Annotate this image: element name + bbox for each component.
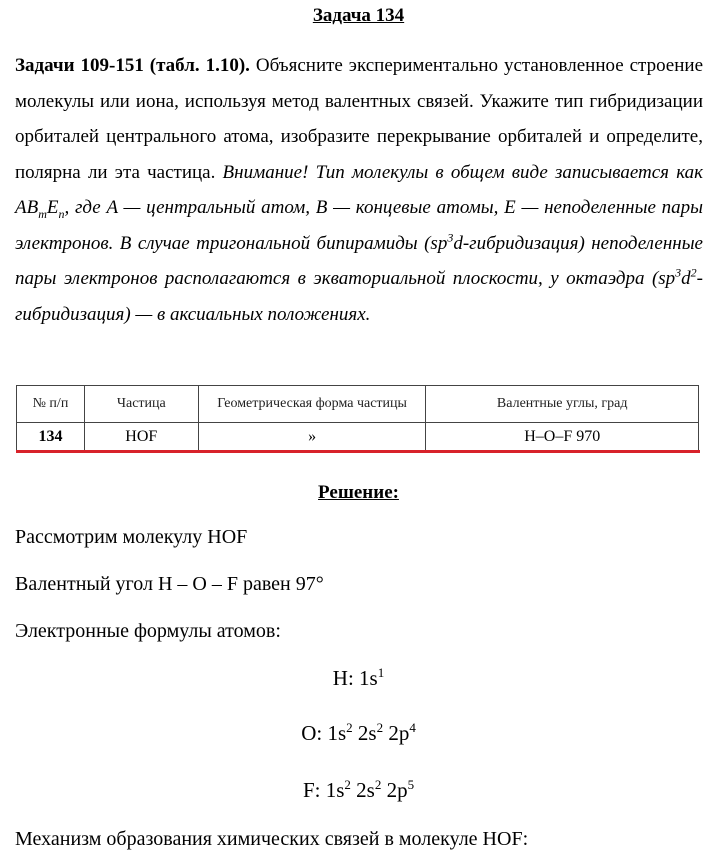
table-header-cell: Частица <box>84 386 198 423</box>
mechanism-line: Механизм образования химических связей в молекуле HOF: <box>15 828 529 850</box>
formula-h <box>0 666 717 691</box>
formula-o-2s: 2s <box>352 721 377 745</box>
note-sup-3a: 3 <box>447 230 454 245</box>
formula-f-exp2: 2 <box>374 777 382 792</box>
task-note <box>15 162 703 325</box>
formula-f-2s: 2s <box>350 778 375 802</box>
formula-f-exp3: 5 <box>407 777 415 792</box>
formula-o-exp2: 2 <box>376 720 384 735</box>
consider-line: Рассмотрим молекулу HOF <box>15 526 248 548</box>
formulas-label: Электронные формулы атомов: <box>15 620 281 642</box>
table-cell-number: 134 <box>17 423 85 451</box>
table-header-cell: Геометрическая форма частицы <box>198 386 426 423</box>
task-description <box>15 48 703 332</box>
formula-f-exp1: 2 <box>344 777 351 792</box>
red-underline <box>16 450 700 453</box>
note-sub-n: n <box>58 206 65 221</box>
page-title: Задача 134 <box>312 5 405 26</box>
note-sup-3b: 3 <box>675 265 682 280</box>
table-header-row <box>17 386 699 423</box>
note-text-e: E <box>46 197 59 218</box>
note-text-5: -гибридизация) — в аксиальных положениях. <box>15 268 703 325</box>
formula-h-exp: 1 <box>377 665 385 680</box>
table-row <box>17 423 699 451</box>
formula-o-exp1: 2 <box>346 720 353 735</box>
formula-f-2p: 2p <box>381 778 408 802</box>
note-text-2: , где A — центральный атом, B — концевые атомы, E — неподеленные пары электронов. В случае тригональной бипирамиды (sp <box>15 197 703 254</box>
angle-line: Валентный угол H – O – F равен 97° <box>15 573 324 595</box>
table-header-cell: Валентные углы, град <box>426 386 699 423</box>
data-table <box>16 385 699 451</box>
formula-o-text: O: 1s <box>301 721 347 745</box>
task-instructions: Объясните экспериментально установленное строение молекулы или иона, используя метод валентных связей. Укажите тип гибридизации орбиталей центрального атома, изобразите перекрывание орбиталей и определите, полярна ли эта частица. <box>15 55 704 183</box>
note-text-3: d-гибридизация) неподеленные пары электронов располагаются в экваториальной плоскости, у октаэдра (sp <box>15 232 703 289</box>
note-text-1: Внимание! Тип молекулы в общем виде записывается как AB <box>15 161 703 218</box>
formula-h-text: H: 1s <box>332 666 378 690</box>
task-range-label: Задачи 109-151 (табл. 1.10). <box>15 55 250 76</box>
table-header-cell: № п/п <box>17 386 85 423</box>
solution-title: Решение: <box>318 482 399 503</box>
formula-f-text: F: 1s <box>302 778 345 802</box>
table-cell-particle: HOF <box>84 423 198 451</box>
formula-o <box>0 721 717 746</box>
note-text-4: d <box>681 268 691 289</box>
note-sup-2: 2 <box>690 265 697 280</box>
formula-o-exp3: 4 <box>409 720 416 735</box>
note-sub-m: m <box>38 206 47 221</box>
formula-f <box>0 778 717 803</box>
table-cell-shape: » <box>198 423 426 451</box>
formula-o-2p: 2p <box>383 721 410 745</box>
table-cell-angles: H–O–F 970 <box>426 423 699 451</box>
